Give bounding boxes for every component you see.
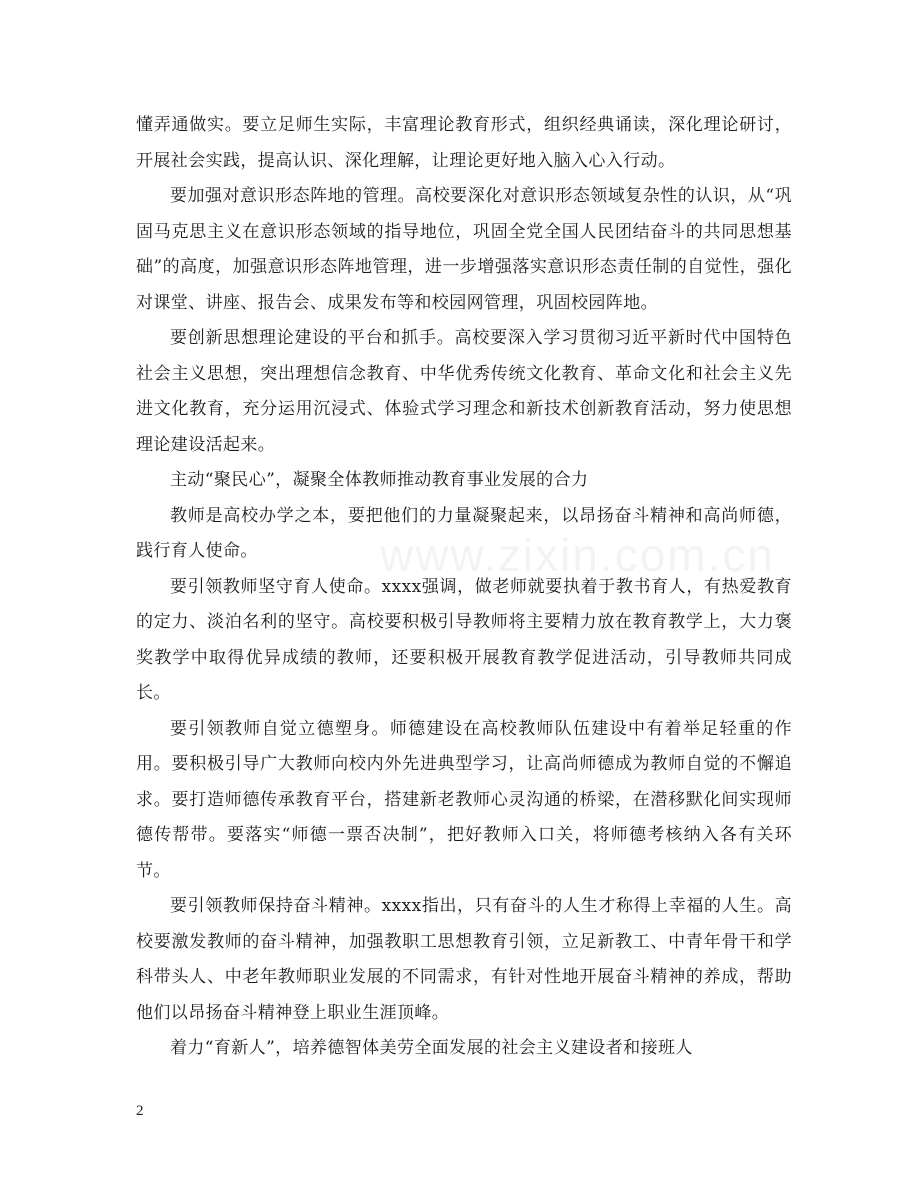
- paragraph: 教师是高校办学之本，要把他们的力量凝聚起来，以昂扬奋斗精神和高尚师德，践行育人使命。: [136, 505, 792, 561]
- paragraph: 要创新思想理论建设的平台和抓手。高校要深入学习贯彻习近平新时代中国特色社会主义思想，突出理想信念教育、中华优秀传统文化教育、革命文化和社会主义先进文化教育，充分运用沉浸式、体验式学习理念和新技术创新教育活动，努力使思想理论建设活起来。: [136, 328, 792, 455]
- paragraph: 要引领教师保持奋斗精神。xxxx指出，只有奋斗的人生才称得上幸福的人生。高校要激发教师的奋斗精神，加强教职工思想教育引领，立足新教工、中青年骨干和学科带头人、中老年教师职业发展的不同需求，有针对性地开展奋斗精神的养成，帮助他们以昂扬奋斗精神登上职业生涯顶峰。: [136, 896, 792, 1023]
- paragraph: 要引领教师自觉立德塑身。师德建设在高校教师队伍建设中有着举足轻重的作用。要积极引导广大教师向校内外先进典型学习，让高尚师德成为教师自觉的不懈追求。要打造师德传承教育平台，搭建新老教师心灵沟通的桥梁，在潜移默化间实现师德传帮带。要落实“师德一票否决制”，把好教师入口关，将师德考核纳入各有关环节。: [136, 718, 792, 881]
- paragraph: 要引领教师坚守育人使命。xxxx强调，做老师就要执着于教书育人，有热爱教育的定力、淡泊名利的坚守。高校要积极引导教师将主要精力放在教育教学上，大力褒奖教学中取得优异成绩的教师，还要积极开展教育教学促进活动，引导教师共同成长。: [136, 576, 792, 703]
- section-heading: 着力“育新人”，培养德智体美劳全面发展的社会主义建设者和接班人: [170, 1038, 693, 1058]
- paragraph: 要加强对意识形态阵地的管理。高校要深化对意识形态领域复杂性的认识，从“巩固马克思主义在意识形态领域的指导地位，巩固全党全国人民团结奋斗的共同思想基础”的高度，加强意识形态阵地管理，进一步增强落实意识形态责任制的自觉性，强化对课堂、讲座、报告会、成果发布等和校园网管理，巩固校园阵地。: [136, 186, 792, 313]
- page-number: 2: [136, 1103, 144, 1119]
- document-body: [136, 108, 792, 1067]
- paragraph: 懂弄通做实。要立足师生实际，丰富理论教育形式，组织经典诵读，深化理论研讨，开展社会实践，提高认识、深化理解，让理论更好地入脑入心入行动。: [136, 115, 792, 171]
- section-heading: 主动“聚民心”，凝聚全体教师推动教育事业发展的合力: [170, 470, 589, 490]
